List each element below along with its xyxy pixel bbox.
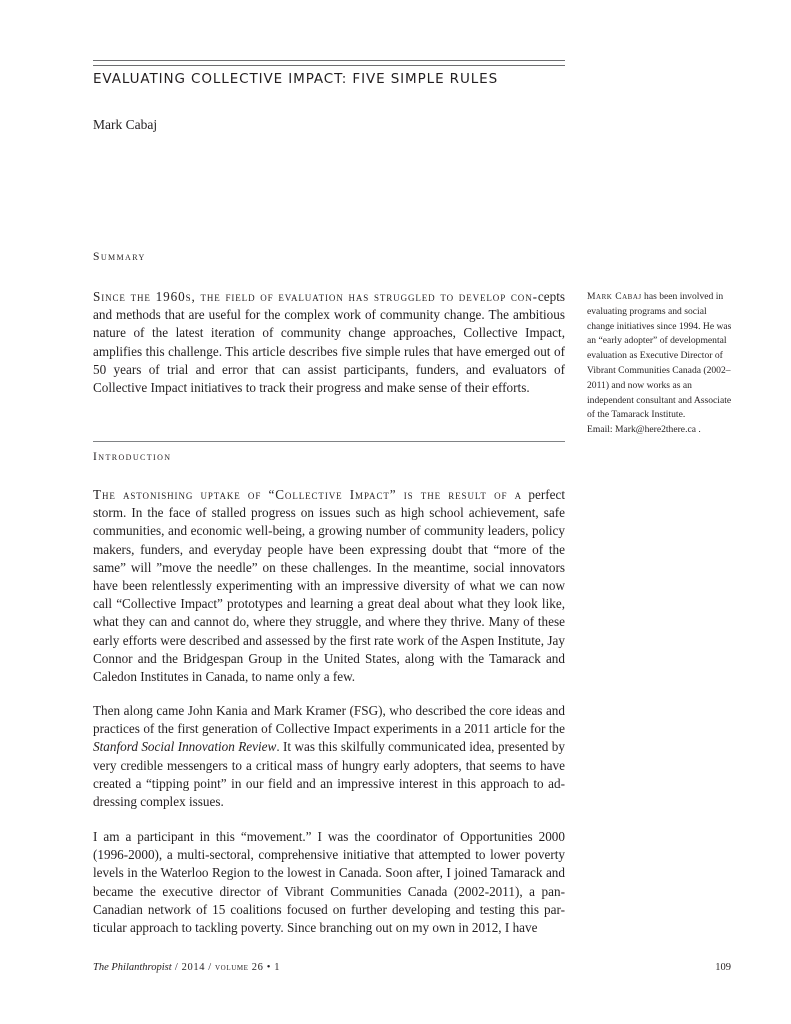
sidebar-bio: has been involved in evaluating programs and social change initiatives since 1994. He was an “early adopter” of developmental evaluation as Executive Director of Vibrant Communities Canada (2002–2011) and now works as an independent consultant and Associate of the Tamarack Institute. — [587, 291, 732, 421]
title-double-rule — [93, 60, 565, 66]
sidebar-email: Email: Mark@here2there.ca . — [587, 424, 701, 436]
article-title: EVALUATING COLLECTIVE IMPACT: FIVE SIMPLE RULES — [93, 71, 499, 87]
intro-p2-before: Then along came John Kania and Mark Kramer (FSG), who described the core ideas and practices of the first generation of Collective Impact experiments in a 2011 article for the — [93, 703, 565, 737]
summary-heading: Summary — [93, 250, 146, 263]
page-number: 109 — [715, 962, 731, 973]
footer-citation — [93, 962, 280, 973]
footer-volume: / 2014 / volume 26 • 1 — [171, 962, 281, 973]
intro-p1-body: perfect storm. In the face of stalled progress on issues such as high school achievement, safe communities, and economic well-being, a growing number of community leaders, policy makers, funders, and everyday people have been expressing doubt that “more of the same” will ”move the needle” on these challenges. In the meantime, social innovators have been relentlessly experimenting with an impressive diversity of what we can now call “Collective Impact” prototypes and learning a great deal about what they look like, what they can and cannot do, where they struggle, and where they thrive. Many of these early efforts were described and assessed by the first rate work of the Aspen Institute, Jay Connor and the Bridgespan Group in the United States, along with the Tamarack and Caledon Institutes in Canada, to name only a few. — [93, 487, 566, 685]
intro-lead: The astonishing uptake of “Collective Impact” is the result of a — [93, 487, 523, 502]
author-bio-sidebar — [587, 290, 732, 438]
intro-paragraph-3: I am a participant in this “movement.” I was the coordinator of Opportunities 2000 (1996-2000), a multi-sectoral, comprehensive initiative that attempted to lower poverty levels in the Waterloo Region to the lowest in Canada. Soon after, I joined Tamarack and became the executive director of Vibrant Communities Canada (2002-2011), a pan-Canadian network of 15 coalitions focused on further developing and testing this par-ticular approach to tackling poverty. Since branching out on my own in 2012, I have — [93, 829, 565, 936]
intro-paragraph-2 — [93, 702, 565, 811]
section-divider — [93, 441, 565, 442]
summary-paragraph — [93, 288, 565, 397]
article-author: Mark Cabaj — [93, 117, 158, 132]
intro-p2-after: . It was this skilfully communicated idea, presented by very credible messengers to a critical mass of hungry early adopters, that seems to have created a “tipping point” in our field and an impressive interest in this approach to ad-dressing complex issues. — [93, 739, 565, 810]
journal-reference: Stanford Social Innovation Review — [93, 739, 277, 755]
summary-lead: Since the 1960s, the field of evaluation has struggled to develop con- — [93, 289, 538, 304]
intro-paragraph-1 — [93, 486, 565, 686]
introduction-heading: Introduction — [93, 450, 172, 463]
summary-body: cepts and methods that are useful for the complex work of community change. The ambitious nature of the latest iteration of community change approaches, Collective Impact, amplifies this challenge. This article describes five simple rules that have emerged out of 50 years of trial and error that can assist participants, funders, and evaluators of Collective Impact initiatives to track their progress and make sense of their efforts. — [93, 289, 565, 396]
sidebar-author-name: Mark Cabaj — [587, 291, 642, 302]
footer-journal: The Philanthropist — [93, 962, 172, 973]
